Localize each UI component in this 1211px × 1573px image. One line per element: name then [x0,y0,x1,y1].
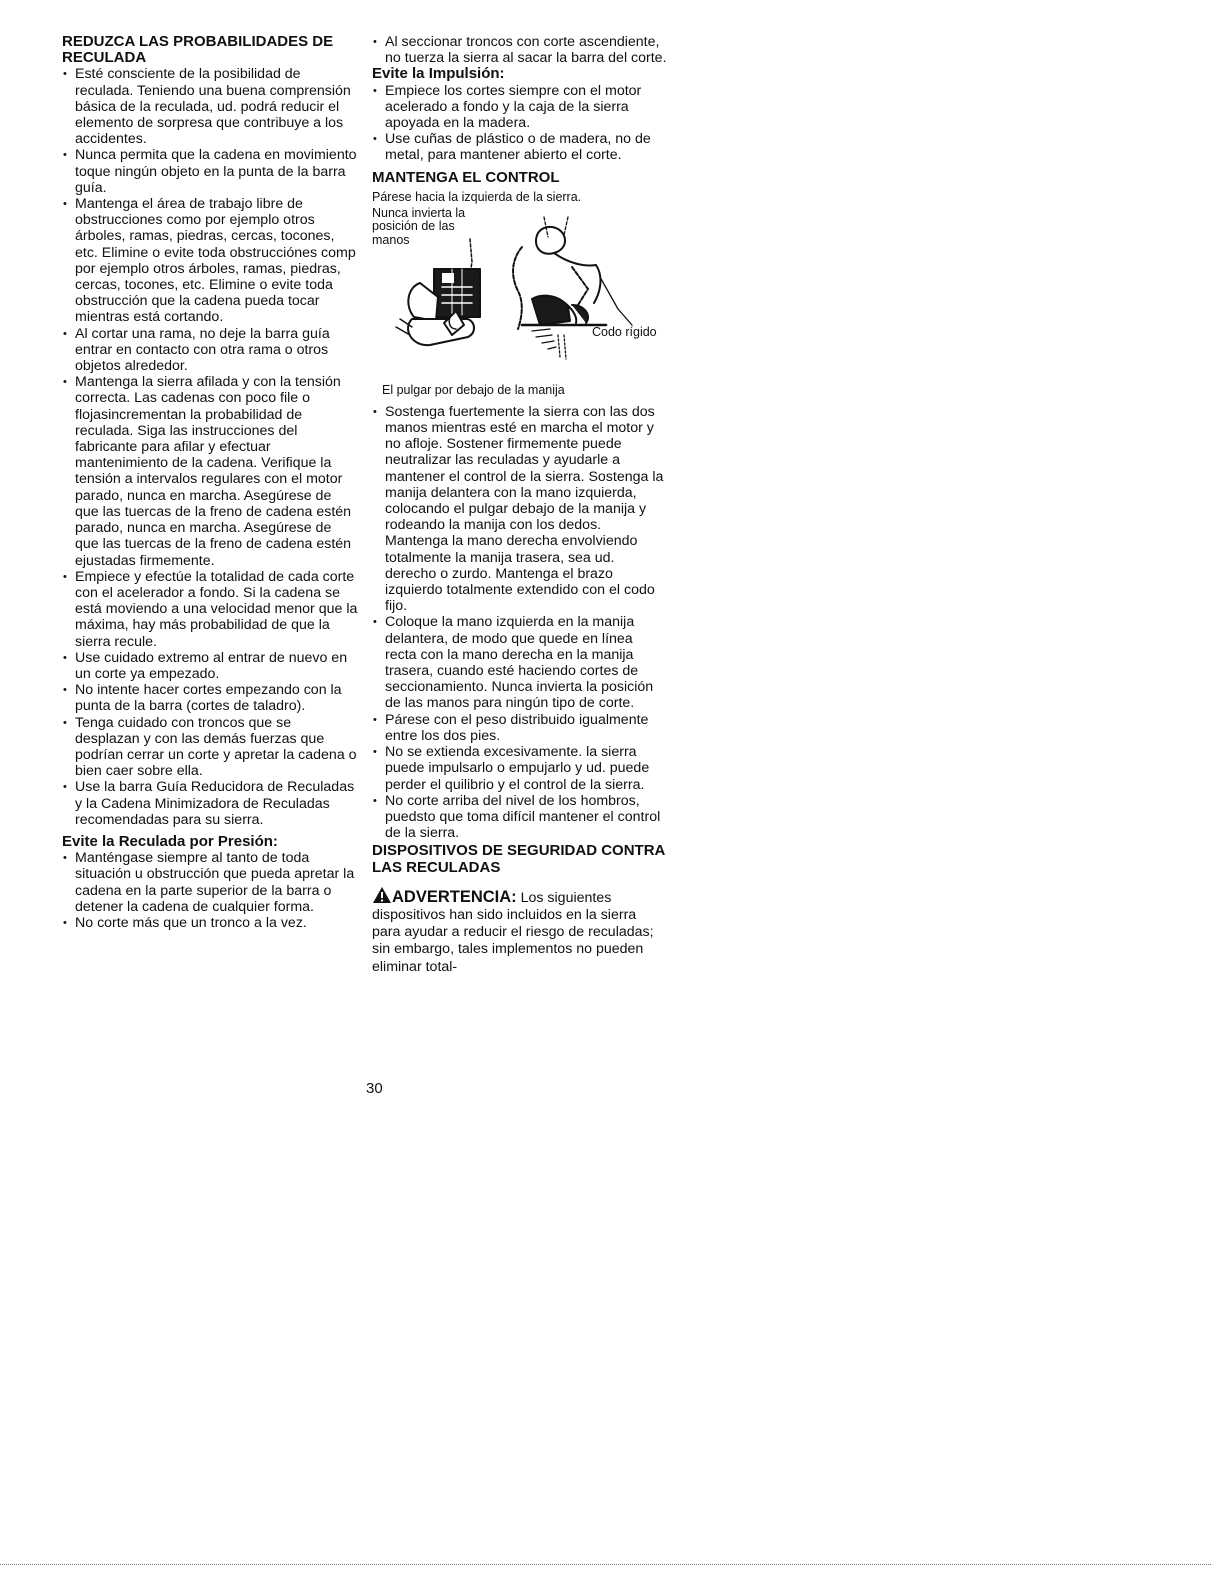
list-item: • No corte más que un tronco a la vez. [62,915,358,931]
list-item: • Use cuñas de plástico o de madera, no de metal, para mantener abierto el corte. [372,131,668,163]
bottom-divider [0,1564,1211,1565]
right-column [372,34,668,975]
bullet-list-pinch [62,850,358,931]
warning-label: ADVERTENCIA: [392,887,517,906]
section-heading-safety-devices: DISPOSITIVOS DE SEGURIDAD CONTRA LAS RECULADAS [372,842,665,876]
subheading-pull-in: Evite la Impulsión: [372,65,505,83]
figure-caption-bottom: El pulgar por debajo de la manija [382,382,565,397]
list-item: • Coloque la mano izquierda en la manija delantera, de modo que quede en línea recta con la mano derecha en la manija trasera, cuando esté haciendo cortes de seccionamiento. Nunca invierta la posición de las manos para ningún tipo de corte. [372,614,668,711]
page-number: 30 [366,1080,383,1097]
section-heading-reduce-kickback: REDUZCA LAS PROBABILIDADES DE RECULADA [62,33,334,67]
left-column [62,34,358,931]
list-item: • No intente hacer cortes empezando con la punta de la barra (cortes de taladro). [62,682,358,714]
list-item: • Mantenga el área de trabajo libre de obstrucciones como por ejemplo otros árboles, ramas, piedras, cercas, tocones, etc. Elimine o evite toda obstrucciónes comp por ejemplo otros árboles, ramas, piedras, cercas, tocones, etc. Elimine o evite toda obstrucción que la cadena pueda tocar mientras está cortando. [62,196,358,326]
list-item: • Al cortar una rama, no deje la barra guía entrar en contacto con otra rama o otros objetos alrededor. [62,326,358,375]
subheading-pinch-kickback: Evite la Reculada por Presión: [62,832,278,850]
warning-icon [372,886,392,904]
bullet-list-pull-in [372,83,668,164]
list-item: • No corte arriba del nivel de los hombros, puedsto que toma difícil mantener el control de la sierra. [372,793,668,842]
list-item: • Empiece y efectúe la totalidad de cada corte con el acelerador a fondo. Si la cadena se está moviendo a una velocidad menor que la máxima, hay más probabilidad de que la sierra recule. [62,569,358,650]
section-heading-control: MANTENGA EL CONTROL [372,168,560,186]
list-item: • Empiece los cortes siempre con el motor acelerado a fondo y la caja de la sierra apoyada en la madera. [372,83,668,132]
list-item: • Use la barra Guía Reducidora de Reculadas y la Cadena Minimizadora de Reculadas recomendadas para su sierra. [62,779,358,828]
list-item: • Párese con el peso distribuido igualmente entre los dos pies. [372,712,668,744]
bullet-list-kickback [62,66,358,828]
bullet-list-control [372,404,668,841]
list-item: • Mantenga la sierra afilada y con la tensión correcta. Las cadenas con poco file o flojasincrementan la probabilidad de reculada. Siga las instrucciones del fabricante para afilar y efectuar mantenimiento de la cadena. Verifique la tensión a intervalos regulares con el motor parado, nunca en marcha. Asegúrese de que las tuercas de la freno de cadena estén parado, nunca en marcha. Asegúrese de que las tuercas de la freno de cadena estén ejustadas firmemente. [62,374,358,568]
list-item: • No se extienda excesivamente. la sierra puede impulsarlo o empujarlo y ud. puede perder el quilibrio y el control de la sierra. [372,744,668,793]
list-item: • Al seccionar troncos con corte ascendiente, no tuerza la sierra al sacar la barra del corte. [372,34,668,66]
chainsaw-grip-drawing [372,207,668,377]
bullet-list-bore [372,34,668,66]
figure-caption-top: Párese hacia la izquierda de la sierra. [372,189,582,204]
warning-paragraph [372,886,668,975]
list-item: • Sostenga fuertemente la sierra con las dos manos mientras esté en marcha el motor y no afloje. Sostener firmemente puede neutralizar las reculadas y ayudarle a mantener el control de la sierra. Sostenga la manija delantera con la mano izquierda, colocando el pulgar debajo de la manija y rodeando la manija con los dedos. Mantenga la mano derecha envolviendo totalmente la manija trasera, sea ud. derecho o zurdo. Mantenga el brazo izquierdo totalmente extendido con el codo fijo. [372,404,668,615]
warning-text: Los siguientes dispositivos han sido incluidos en la sierra para ayudar a reducir el riesgo de reculadas; sin embargo, tales implementos no pueden eliminar total- [372,889,654,975]
figure-label-elbow: Codo rígido [592,324,657,339]
list-item: • Use cuidado extremo al entrar de nuevo en un corte ya empezado. [62,650,358,682]
figure-label-hands: Nunca invierta la posición de las manos [372,205,466,247]
list-item: • Manténgase siempre al tanto de toda situación u obstrucción que pueda apretar la cadena en la parte superior de la barra o detener la cadena de cualquier forma. [62,850,358,915]
grip-illustration [372,207,668,377]
list-item: • Nunca permita que la cadena en movimiento toque ningún objeto en la punta de la barra guía. [62,147,358,196]
list-item: • Tenga cuidado con troncos que se desplazan y con las demás fuerzas que podrían cerrar un corte y apretar la cadena o bien caer sobre ella. [62,715,358,780]
list-item: • Esté consciente de la posibilidad de reculada. Teniendo una buena comprensión básica de la reculada, ud. podrá reducir el elemento de sorpresa que contribuye a los accidentes. [62,66,358,147]
